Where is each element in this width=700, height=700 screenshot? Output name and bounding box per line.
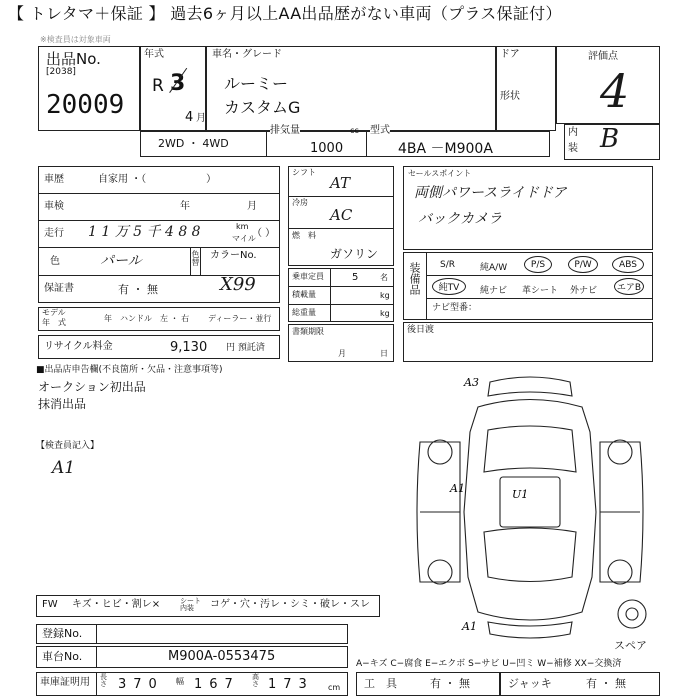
lot-label: 出品No. — [46, 50, 101, 68]
load-label: 積載量 — [292, 290, 316, 299]
inspection-year-unit: 年 — [180, 201, 190, 212]
inspection-month-unit: 月 — [247, 201, 257, 212]
jack-label: ジャッキ — [508, 677, 552, 690]
diagram-mark-a3: A3 — [464, 376, 479, 389]
sales-point-line1: 両側パワースライドドア — [414, 185, 567, 201]
year-label: 年式 — [144, 49, 164, 60]
diagram-mark-u1: U1 — [512, 488, 529, 501]
reg-period-month: 月 — [338, 349, 346, 358]
fw-seat-label: シート内装 — [180, 597, 201, 612]
drive-text: 2WD ・ 4WD — [158, 137, 229, 150]
jack-value: 有 ・ 無 — [586, 677, 626, 690]
lot-number: 20009 — [46, 90, 125, 120]
fuel-label: 燃 料 — [292, 231, 316, 240]
year-number: 3 — [170, 71, 186, 96]
banner-title: 【 トレタマ＋保証 】 過去6ヶ月以上AA出品歴がない車両（プラス保証付） — [8, 4, 562, 23]
inspector-text: A1 — [52, 458, 76, 478]
equip-ps: P/S — [524, 256, 552, 273]
interior-value: B — [600, 124, 620, 154]
history-value: 自家用 ・（ ） — [98, 174, 217, 185]
reg-period-day: 日 — [380, 349, 388, 358]
door-label: ドア — [500, 49, 520, 60]
equip-aw: 純A/W — [480, 263, 508, 273]
registration-row — [36, 624, 348, 644]
cert-label: 車庫証明用 — [40, 677, 90, 688]
load-unit: kg — [380, 291, 390, 300]
displacement-label: 排気量 — [270, 125, 300, 136]
shift-value: AT — [330, 174, 351, 192]
mileage-unit-mile: マイル — [232, 234, 256, 243]
cert-hgt: 173 — [268, 677, 314, 692]
equip-ext-navi: 外ナビ — [570, 286, 598, 296]
displacement-value: 1000 — [310, 141, 344, 156]
handle-label: ハンドル — [120, 314, 152, 323]
sales-point-line2: バックカメラ — [418, 211, 502, 227]
notes-line1: オークション初出品 — [38, 380, 146, 394]
equip-leather: 革シート — [522, 286, 559, 296]
mileage-value: 1 1 万 5 千 4 8 8 — [88, 224, 201, 240]
sales-point-label: セールスポイント — [408, 169, 472, 178]
notes-line2: 抹消出品 — [38, 397, 87, 411]
model-label: 型式 — [370, 125, 390, 136]
gross-unit: kg — [380, 309, 390, 318]
interior-label-1: 内 — [568, 127, 578, 138]
equip-sr: S/R — [440, 260, 455, 270]
year-month: 4 — [185, 110, 194, 125]
year-era: R — [152, 76, 164, 96]
cert-len: 370 — [118, 677, 164, 692]
aircon-value: AC — [330, 206, 353, 224]
sales-point-box — [403, 166, 653, 250]
color-change-label: 色替 — [191, 250, 200, 266]
car-grade: カスタムG — [224, 98, 301, 117]
capacity-value: 5 — [352, 272, 359, 283]
mileage-label: 走行 — [44, 228, 64, 239]
cert-hgt-label: 高さ — [252, 673, 259, 688]
inspector-label: 【検査員記入】 — [36, 441, 100, 451]
cert-unit: cm — [328, 683, 341, 692]
dealer-label: ディーラー・並行 — [208, 314, 272, 323]
equip-navi: 純ナビ — [480, 286, 508, 296]
recycle-value: 9,130 — [170, 340, 208, 355]
shift-label: シフト — [292, 168, 316, 177]
model-year-label-2: 年 式 — [42, 318, 66, 327]
cert-wid-label: 幅 — [176, 677, 184, 686]
car-damage-diagram — [400, 372, 660, 642]
navi-model-label: ナビ型番： — [432, 303, 478, 313]
color-label: 色 — [50, 256, 60, 267]
spare-label: スペア — [614, 639, 647, 652]
aircon-label: 冷房 — [292, 198, 308, 207]
warranty-label: 保証書 — [44, 283, 74, 294]
fw-seat-items: コゲ・穴・汚レ・シミ・破レ・スレ — [210, 599, 370, 610]
history-label: 車歴 — [44, 174, 64, 185]
car-label: 車名・グレード — [212, 49, 282, 60]
score-value: 4 — [600, 64, 630, 118]
capacity-label: 乗車定員 — [292, 272, 324, 281]
tools-label: 工 具 — [364, 677, 397, 690]
diagram-mark-a1-rear: A1 — [462, 620, 477, 633]
equip-abs: ABS — [612, 256, 644, 273]
car-name: ルーミー — [224, 74, 289, 93]
year-month-unit: 月 — [196, 113, 206, 124]
fuel-value: ガソリン — [330, 247, 379, 261]
equip-tv: 純TV — [432, 278, 466, 295]
registration-label: 登録No. — [42, 627, 83, 640]
equip-airbag: エアB — [614, 278, 644, 295]
model-year-label-1: モデル — [42, 308, 66, 317]
displacement-unit: cc — [350, 126, 359, 135]
chassis-label: 車台No. — [42, 650, 83, 663]
lot-code: [2038] — [46, 67, 76, 77]
color-value: パール — [100, 253, 142, 269]
reg-period-label: 書類期限 — [292, 327, 324, 336]
equip-pw: P/W — [568, 256, 598, 273]
fw-label: FW — [42, 599, 58, 610]
door-shape-label: 形状 — [500, 91, 520, 102]
notes-label: ■出品店申告欄(不良箇所・欠品・注意事項等) — [36, 365, 223, 375]
color-no-value: X99 — [220, 274, 256, 295]
after-fit-label: 後日渡 — [407, 325, 435, 335]
cert-wid: 167 — [194, 677, 240, 692]
tools-value: 有 ・ 無 — [430, 677, 470, 690]
stamp-top: ※検査員は対象車両 — [40, 35, 111, 44]
recycle-label: リサイクル料金 — [44, 341, 113, 352]
diagram-mark-a1-left: A1 — [450, 482, 465, 495]
model-year-unit: 年 — [104, 314, 112, 323]
interior-label-2: 装 — [568, 143, 578, 154]
damage-legend: A−キズ C−腐食 E−エクボ S−サビ U−凹ミ W−補修 XX−交換済 — [356, 659, 622, 669]
score-label: 評価点 — [588, 51, 618, 62]
mileage-paren: （ ） — [252, 228, 276, 239]
inspection-label: 車検 — [44, 201, 64, 212]
cert-len-label: 長さ — [100, 673, 107, 688]
capacity-unit: 名 — [380, 273, 388, 282]
color-no-label: カラーNo. — [210, 250, 257, 261]
fw-items: キズ・ヒビ・割レ× — [72, 599, 161, 610]
equipment-label: 装備品 — [408, 262, 421, 295]
chassis-value: M900A-0553475 — [168, 649, 276, 664]
recycle-unit: 円 預託済 — [226, 343, 265, 353]
model-value: 4BA －M900A — [398, 141, 493, 157]
handle-value: 左 ・ 右 — [160, 314, 190, 323]
after-fit-box — [403, 322, 653, 362]
warranty-value: 有 ・ 無 — [118, 283, 158, 296]
mileage-unit-km: km — [236, 222, 249, 231]
gross-label: 総重量 — [292, 308, 316, 317]
